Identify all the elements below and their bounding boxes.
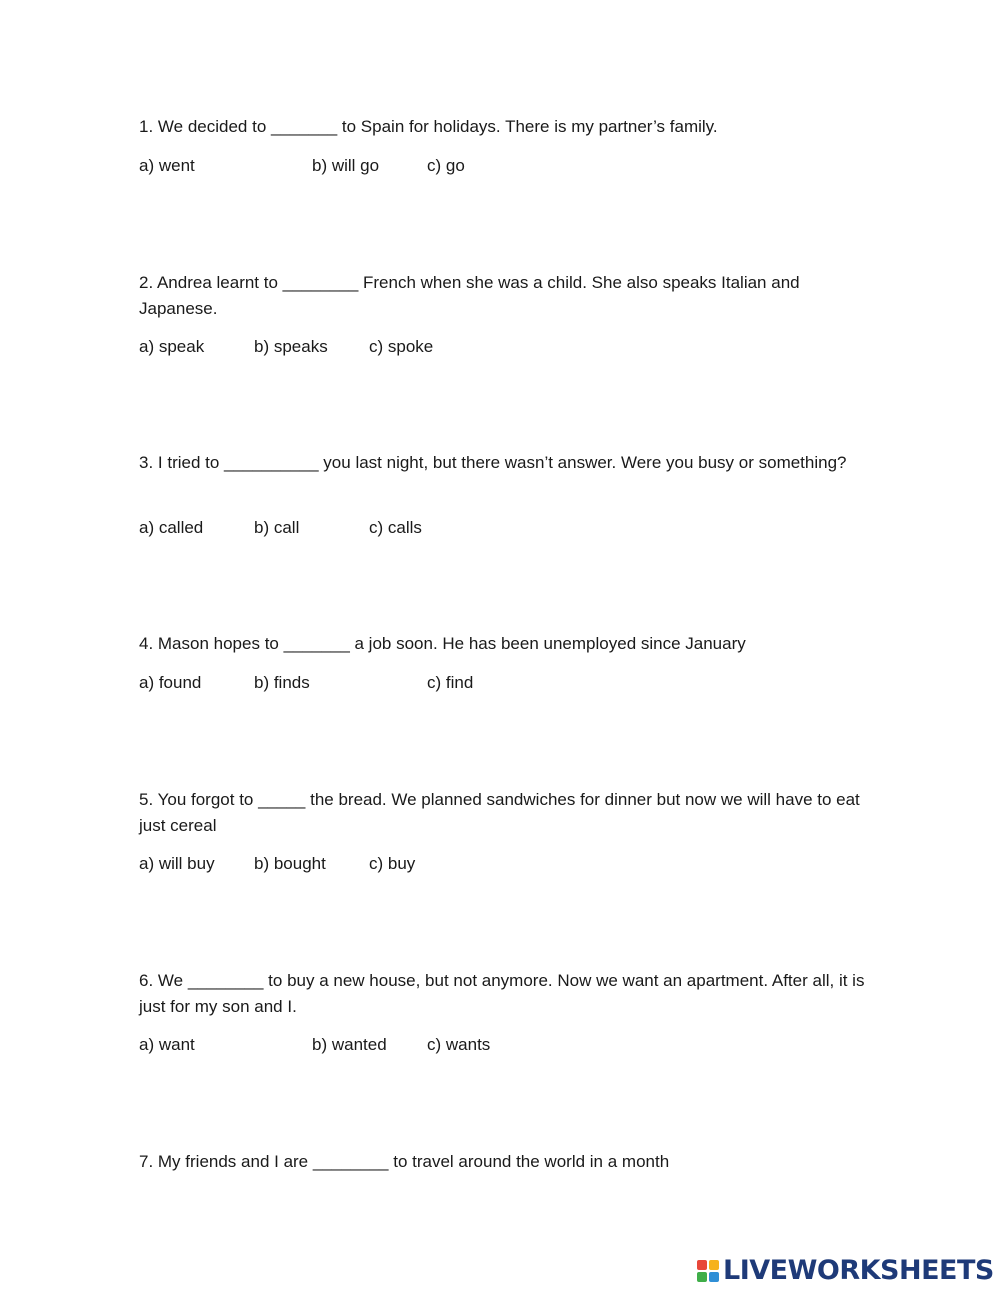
option-c[interactable]: c) buy: [369, 854, 416, 873]
option-b[interactable]: b) bought: [254, 854, 326, 873]
option-c[interactable]: c) calls: [369, 518, 422, 537]
question-7: 7. My friends and I are ________ to travel around the world in a month: [139, 1152, 670, 1171]
question-6: 6. We ________ to buy a new house, but not anymore. Now we want an apartment. After all, it is just for my son and I.: [139, 971, 865, 1016]
option-a[interactable]: a) want: [139, 1035, 195, 1054]
option-a[interactable]: a) found: [139, 673, 202, 692]
logo-text: LIVEWORKSHEETS: [723, 1255, 994, 1286]
question-2: 2. Andrea learnt to ________ French when she was a child. She also speaks Italian and Japanese.: [139, 273, 800, 318]
question-5: 5. You forgot to _____ the bread. We planned sandwiches for dinner but now we will have to eat just cereal: [139, 790, 860, 835]
option-b[interactable]: b) finds: [254, 673, 310, 692]
option-a[interactable]: a) called: [139, 518, 204, 537]
option-b[interactable]: b) call: [254, 518, 300, 537]
option-a[interactable]: a) went: [139, 156, 195, 175]
logo-blocks-icon: [697, 1260, 719, 1282]
option-c[interactable]: c) find: [427, 673, 474, 692]
option-b[interactable]: b) will go: [312, 156, 380, 175]
question-1: 1. We decided to _______ to Spain for holidays. There is my partner’s family.: [139, 117, 718, 136]
option-b[interactable]: b) wanted: [312, 1035, 387, 1054]
liveworksheets-logo: [697, 1255, 994, 1287]
option-b[interactable]: b) speaks: [254, 337, 328, 356]
question-3: 3. I tried to __________ you last night, but there wasn’t answer. Were you busy or something?: [139, 453, 847, 472]
option-c[interactable]: c) wants: [427, 1035, 491, 1054]
question-4: 4. Mason hopes to _______ a job soon. He has been unemployed since January: [139, 634, 746, 653]
option-a[interactable]: a) speak: [139, 337, 205, 356]
option-c[interactable]: c) spoke: [369, 337, 434, 356]
option-c[interactable]: c) go: [427, 156, 465, 175]
option-a[interactable]: a) will buy: [139, 854, 215, 873]
